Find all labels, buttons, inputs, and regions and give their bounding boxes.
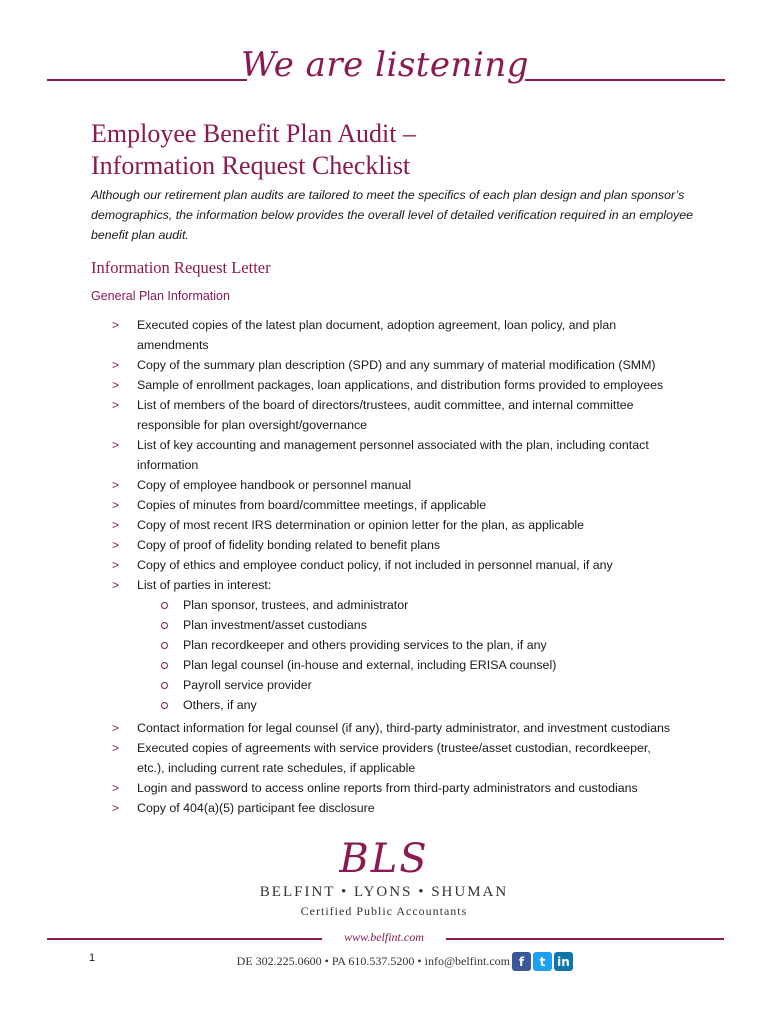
checklist-item-text: Copy of 404(a)(5) participant fee disclosure	[137, 801, 375, 815]
header-rule-right	[525, 79, 725, 81]
chevron-bullet-icon: >	[112, 558, 120, 572]
social-links	[512, 952, 573, 971]
footer-rule-left	[47, 938, 322, 940]
chevron-bullet-icon: >	[112, 438, 120, 452]
checklist-item	[112, 395, 672, 435]
website-link[interactable]: www.belfint.com	[344, 930, 424, 944]
sub-list-item-text: Payroll service provider	[183, 678, 312, 692]
sub-list-item-text: Plan legal counsel (in-house and external, including ERISA counsel)	[183, 658, 557, 672]
circle-bullet-icon	[161, 662, 168, 669]
sub-list-item	[159, 655, 672, 675]
checklist-item	[112, 798, 672, 818]
chevron-bullet-icon: >	[112, 398, 120, 412]
chevron-bullet-icon: >	[112, 318, 120, 332]
tagline: We are listening	[241, 45, 529, 85]
sub-list-item	[159, 635, 672, 655]
checklist-item	[112, 315, 672, 355]
checklist-item	[112, 555, 672, 575]
checklist-item	[112, 515, 672, 535]
sub-list-item	[159, 675, 672, 695]
checklist-item-text: Executed copies of agreements with service providers (trustee/asset custodian, recordkeeper, etc.), including current rate schedules, if applicable	[137, 741, 651, 775]
chevron-bullet-icon: >	[112, 801, 120, 815]
checklist-item-text: List of parties in interest:	[137, 578, 272, 592]
checklist-item	[112, 535, 672, 555]
chevron-bullet-icon: >	[112, 498, 120, 512]
page-number: 1	[89, 952, 96, 964]
circle-bullet-icon	[161, 702, 168, 709]
footer-rule-right	[446, 938, 724, 940]
sub-list-item-text: Plan recordkeeper and others providing services to the plan, if any	[183, 638, 547, 652]
intro-paragraph: Although our retirement plan audits are tailored to meet the specifics of each plan design and plan sponsor’s demographics, the information below provides the overall level of detailed verification required in an employee benefit plan audit.	[91, 188, 693, 242]
checklist-item	[112, 718, 672, 738]
checklist	[112, 315, 672, 818]
circle-bullet-icon	[161, 602, 168, 609]
checklist-item	[112, 475, 672, 495]
circle-bullet-icon	[161, 622, 168, 629]
sub-list-item	[159, 695, 672, 715]
section-heading: Information Request Letter	[91, 258, 271, 277]
header-rule-left	[47, 79, 247, 81]
checklist-item-text: Copies of minutes from board/committee meetings, if applicable	[137, 498, 487, 512]
checklist-item-text: Copy of the summary plan description (SPD) and any summary of material modification (SMM)	[137, 358, 656, 372]
contact-info: DE 302.225.0600 • PA 610.537.5200 • info@belfint.com	[236, 954, 510, 968]
circle-bullet-icon	[161, 682, 168, 689]
page-title	[91, 118, 731, 182]
twitter-icon[interactable]: t	[533, 952, 552, 971]
checklist-item-text: Sample of enrollment packages, loan applications, and distribution forms provided to employees	[137, 378, 664, 392]
checklist-item-text: List of members of the board of directors/trustees, audit committee, and internal committee responsible for plan oversight/governance	[137, 398, 634, 432]
chevron-bullet-icon: >	[112, 538, 120, 552]
sub-list-item-text: Plan investment/asset custodians	[183, 618, 367, 632]
chevron-bullet-icon: >	[112, 741, 120, 755]
checklist-item-text: Copy of ethics and employee conduct policy, if not included in personnel manual, if any	[137, 558, 613, 572]
linkedin-icon[interactable]: in	[554, 952, 573, 971]
checklist-item-text: Executed copies of the latest plan document, adoption agreement, loan policy, and plan amendments	[137, 318, 617, 352]
checklist-item-text: Copy of employee handbook or personnel manual	[137, 478, 412, 492]
chevron-bullet-icon: >	[112, 478, 120, 492]
sub-list-item-text: Plan sponsor, trustees, and administrator	[183, 598, 409, 612]
chevron-bullet-icon: >	[112, 378, 120, 392]
checklist-item	[112, 575, 672, 715]
subsection-heading: General Plan Information	[91, 289, 230, 303]
chevron-bullet-icon: >	[112, 578, 120, 592]
checklist-item	[112, 778, 672, 798]
sub-list-item-text: Others, if any	[183, 698, 257, 712]
checklist-item-text: Copy of proof of fidelity bonding related to benefit plans	[137, 538, 441, 552]
checklist-item-text: Copy of most recent IRS determination or opinion letter for the plan, as applicable	[137, 518, 584, 532]
parties-in-interest-list	[137, 595, 672, 715]
title-line-2: Information Request Checklist	[91, 151, 411, 180]
firm-logo: BLS	[339, 836, 429, 882]
firm-subtitle: Certified Public Accountants	[300, 904, 468, 918]
checklist-item	[112, 435, 672, 475]
checklist-item	[112, 738, 672, 778]
checklist-item	[112, 375, 672, 395]
sub-list-item	[159, 615, 672, 635]
circle-bullet-icon	[161, 642, 168, 649]
checklist-item	[112, 495, 672, 515]
title-line-1: Employee Benefit Plan Audit –	[91, 119, 416, 148]
checklist-item	[112, 355, 672, 375]
chevron-bullet-icon: >	[112, 721, 120, 735]
sub-list-item	[159, 595, 672, 615]
checklist-item-text: Login and password to access online reports from third-party administrators and custodians	[137, 781, 638, 795]
checklist-item-text: Contact information for legal counsel (if any), third-party administrator, and investment custodians	[137, 721, 671, 735]
chevron-bullet-icon: >	[112, 518, 120, 532]
chevron-bullet-icon: >	[112, 358, 120, 372]
chevron-bullet-icon: >	[112, 781, 120, 795]
firm-name: BELFINT • LYONS • SHUMAN	[259, 884, 509, 900]
checklist-item-text: List of key accounting and management personnel associated with the plan, including contact information	[137, 438, 649, 472]
facebook-icon[interactable]: f	[512, 952, 531, 971]
